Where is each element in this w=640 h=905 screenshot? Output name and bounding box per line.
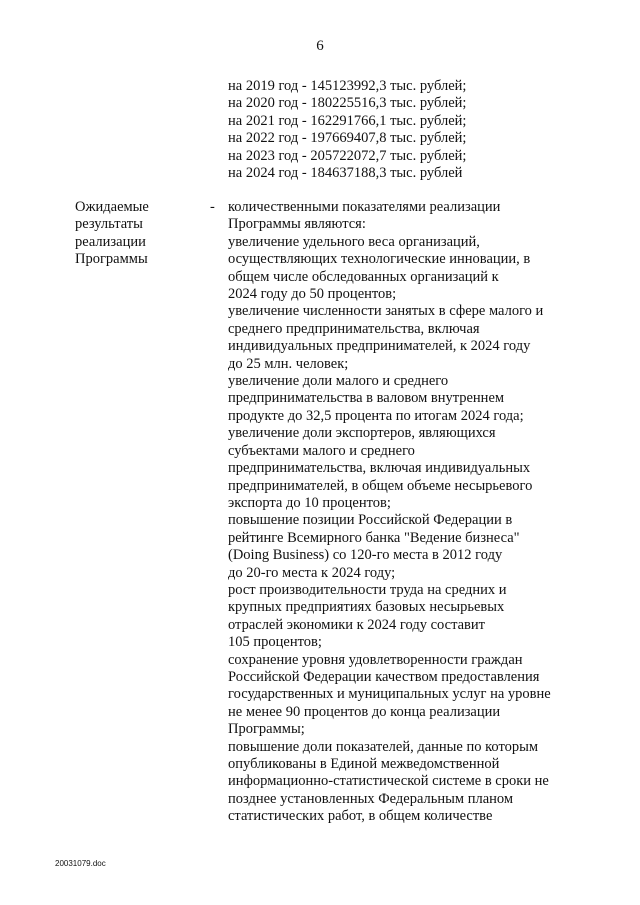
content-line: опубликованы в Единой межведомственной bbox=[228, 756, 500, 772]
content-line: Российской Федерации качеством предоставления bbox=[228, 668, 540, 685]
funding-line: на 2022 год - 197669407,8 тыс. рублей; bbox=[228, 130, 467, 147]
section-dash: - bbox=[210, 199, 215, 215]
content-line: статистических работ, в общем количестве bbox=[228, 808, 493, 825]
funding-line: на 2019 год - 145123992,3 тыс. рублей; bbox=[228, 78, 467, 94]
content-line: субъектами малого и среднего bbox=[228, 442, 415, 459]
funding-by-year bbox=[228, 78, 466, 182]
content-line: увеличение численности занятых в сфере малого и bbox=[228, 303, 544, 320]
content-line: увеличение доли экспортеров, являющихся bbox=[228, 425, 496, 442]
content-line: предпринимательства, включая индивидуальных bbox=[228, 460, 531, 477]
section-label-line: Программы bbox=[75, 251, 148, 268]
content-line: предпринимательства в валовом внутреннем bbox=[228, 390, 505, 407]
content-line: экспорта до 10 процентов; bbox=[228, 494, 391, 511]
content-line: общем числе обследованных организаций к bbox=[228, 268, 499, 285]
section-label-line: реализации bbox=[75, 233, 146, 250]
section-label-line: Ожидаемые bbox=[75, 199, 149, 215]
funding-line: на 2020 год - 180225516,3 тыс. рублей; bbox=[228, 95, 467, 112]
content-line: позднее установленных Федеральным планом bbox=[228, 790, 514, 807]
content-line: сохранение уровня удовлетворенности граждан bbox=[228, 651, 523, 668]
content-line: увеличение удельного веса организаций, bbox=[228, 233, 480, 250]
expected-results-text bbox=[228, 199, 578, 826]
content-line: до 25 млн. человек; bbox=[228, 355, 349, 372]
content-line: до 20-го места к 2024 году; bbox=[228, 564, 396, 581]
content-line: информационно-статистической системе в сроки не bbox=[228, 773, 549, 790]
content-line: количественными показателями реализации bbox=[228, 199, 501, 215]
funding-line: на 2023 год - 205722072,7 тыс. рублей; bbox=[228, 147, 467, 164]
content-line: отраслей экономики к 2024 году составит bbox=[228, 616, 485, 633]
content-line: предпринимателей, в общем объеме несырьевого bbox=[228, 477, 533, 494]
content-line: рост производительности труда на средних и bbox=[228, 581, 507, 598]
content-line: Программы являются: bbox=[228, 216, 366, 233]
content-line: продукте до 32,5 процента по итогам 2024 года; bbox=[228, 407, 524, 424]
content-line: 2024 году до 50 процентов; bbox=[228, 286, 397, 303]
page-number: 6 bbox=[316, 38, 324, 54]
content-line: крупных предприятиях базовых несырьевых bbox=[228, 599, 505, 616]
content-line: (Doing Business) со 120-го места в 2012 году bbox=[228, 547, 503, 564]
footer-filename: 20031079.doc bbox=[55, 859, 106, 868]
content-line: повышение доли показателей, данные по которым bbox=[228, 738, 539, 755]
content-line: 105 процентов; bbox=[228, 634, 322, 651]
content-line: индивидуальных предпринимателей, к 2024 году bbox=[228, 338, 531, 355]
section-label-line: результаты bbox=[75, 216, 143, 233]
funding-line: на 2024 год - 184637188,3 тыс. рублей bbox=[228, 165, 463, 182]
content-line: рейтинге Всемирного банка "Ведение бизнеса" bbox=[228, 529, 520, 546]
content-line: осуществляющих технологические инновации, в bbox=[228, 251, 531, 268]
funding-line: на 2021 год - 162291766,1 тыс. рублей; bbox=[228, 112, 467, 129]
content-line: Программы; bbox=[228, 721, 305, 738]
content-line: повышение позиции Российской Федерации в bbox=[228, 512, 513, 529]
content-line: не менее 90 процентов до конца реализации bbox=[228, 703, 501, 720]
content-line: среднего предпринимательства, включая bbox=[228, 320, 480, 337]
content-line: государственных и муниципальных услуг на уровне bbox=[228, 686, 551, 703]
section-label bbox=[75, 199, 149, 269]
content-line: увеличение доли малого и среднего bbox=[228, 373, 449, 390]
